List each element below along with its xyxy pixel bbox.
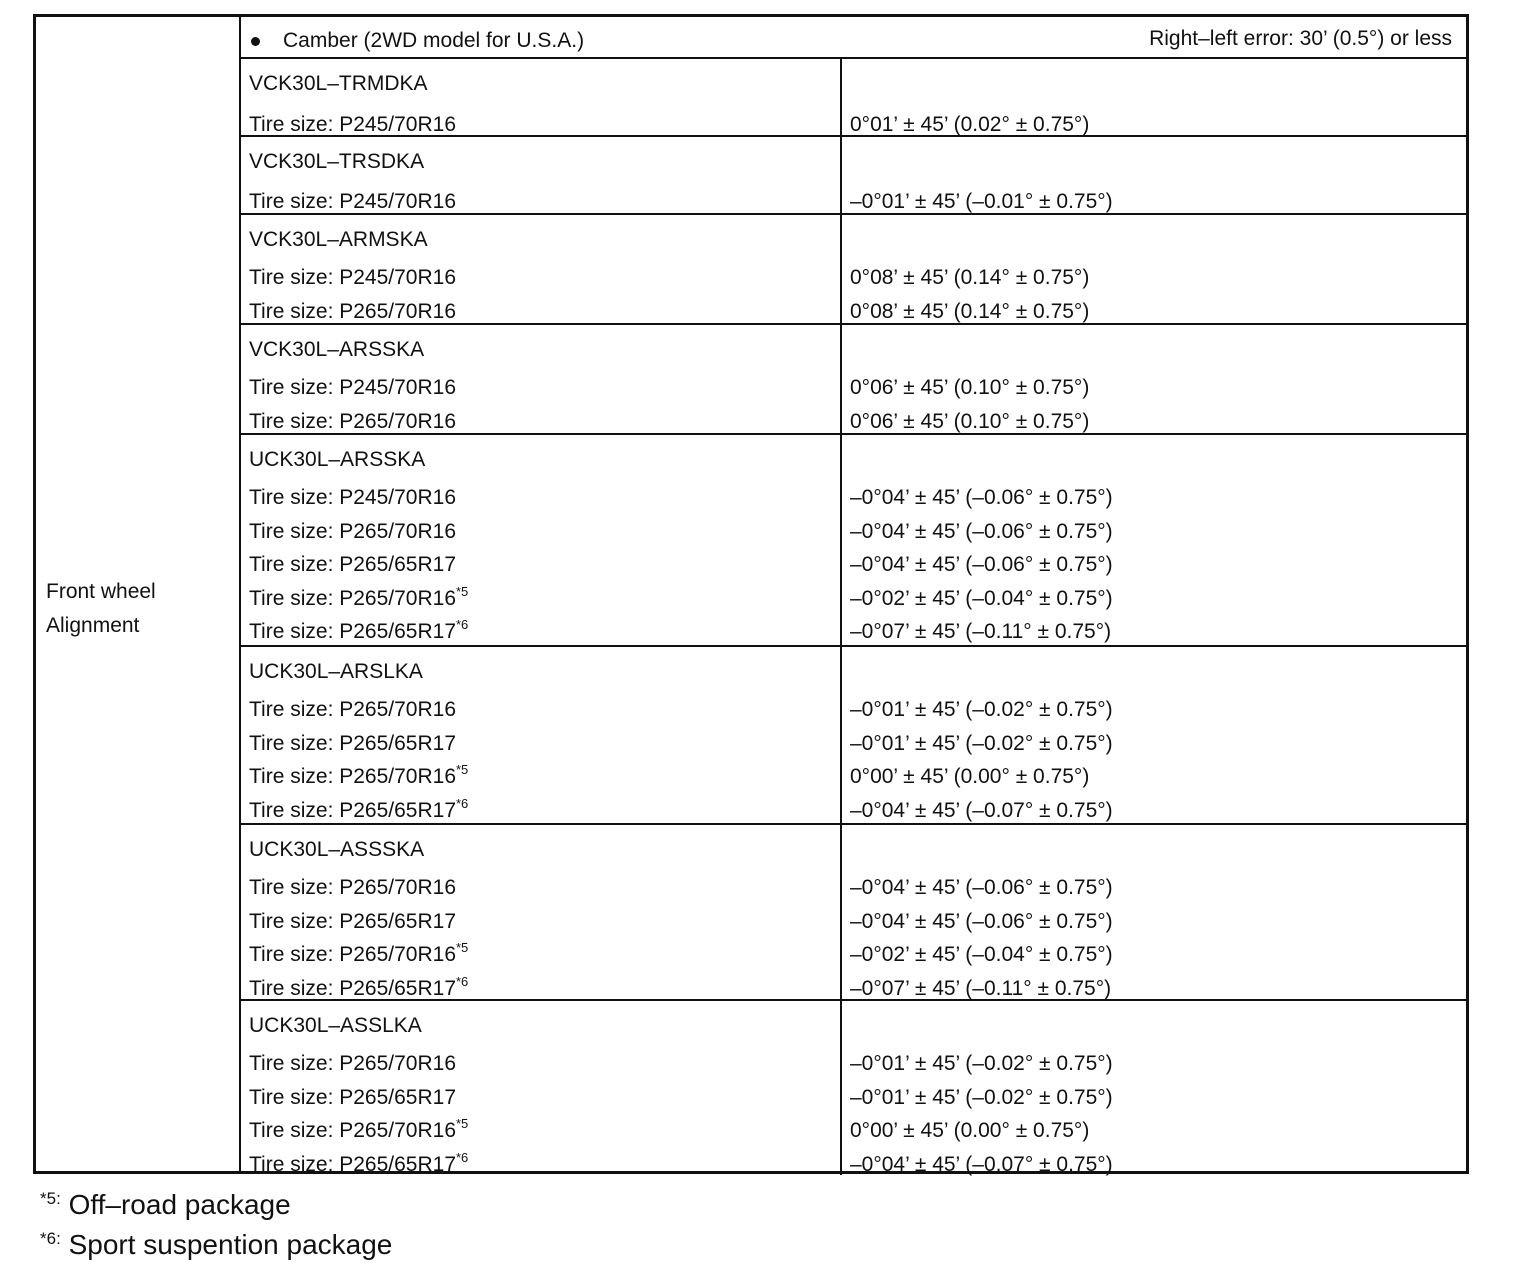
tire-row: [241, 548, 1466, 581]
tire-size-text: Tire size: P265/65R17: [249, 620, 456, 643]
footnote-reference: *5: [456, 1116, 469, 1131]
tire-size-text: Tire size: P265/65R17: [249, 731, 456, 755]
footnotes: [40, 1185, 392, 1265]
tire-size-label: [249, 615, 468, 648]
camber-spec-table: [33, 14, 1469, 1174]
tire-size-text: Tire size: P265/70R16: [249, 1119, 456, 1142]
model-code: UCK30L–ASSSKA: [249, 838, 425, 861]
camber-value: 0°08’ ± 45’ (0.14° ± 0.75°): [850, 299, 1090, 323]
tire-size-label: [249, 938, 468, 971]
tire-row: [241, 1148, 1466, 1181]
bullet-icon: [251, 37, 260, 46]
model-block: [241, 59, 1466, 137]
tire-row: [241, 905, 1466, 938]
model-code: VCK30L–TRSDKA: [249, 150, 425, 173]
footnote-reference: *6: [456, 973, 469, 989]
tire-row: [241, 295, 1466, 328]
tire-size-text: Tire size: P245/70R16: [249, 376, 456, 399]
camber-value: 0°08’ ± 45’ (0.14° ± 0.75°): [850, 266, 1090, 289]
tire-size-label: [249, 481, 456, 514]
tire-size-text: Tire size: P265/65R17: [249, 909, 456, 933]
tire-size-label: [249, 905, 456, 938]
tire-row: [241, 582, 1466, 615]
tire-row: [241, 727, 1466, 760]
tire-size-label: [249, 727, 456, 760]
model-block: [241, 1001, 1466, 1175]
tire-size-text: Tire size: P245/70R16: [249, 486, 456, 509]
model-block: [241, 137, 1466, 215]
tire-size-label: [249, 693, 456, 726]
tire-size-label: [249, 794, 468, 827]
model-code: VCK30L–ARSSKA: [249, 338, 425, 361]
category-label: [46, 575, 236, 643]
tire-size-text: Tire size: P265/70R16: [249, 586, 456, 610]
tire-row: [241, 515, 1466, 548]
tire-size-label: [249, 295, 456, 328]
tire-size-text: Tire size: P265/70R16: [249, 765, 456, 788]
camber-value: –0°04’ ± 45’ (–0.06° ± 0.75°): [850, 876, 1113, 899]
tire-size-label: [249, 582, 468, 615]
tire-size-text: Tire size: P245/70R16: [249, 190, 456, 213]
footnote-text: Off–road package: [68, 1189, 291, 1220]
model-block: [241, 435, 1466, 647]
camber-value: –0°04’ ± 45’ (–0.06° ± 0.75°): [850, 553, 1113, 576]
tire-size-label: [249, 548, 456, 581]
camber-value: –0°04’ ± 45’ (–0.07° ± 0.75°): [850, 798, 1113, 822]
model-blocks: [241, 59, 1466, 1175]
camber-value: 0°06’ ± 45’ (0.10° ± 0.75°): [850, 376, 1090, 399]
tire-row: [241, 1114, 1466, 1147]
model-code: VCK30L–TRMDKA: [249, 72, 428, 95]
tire-row: [241, 760, 1466, 793]
camber-value: 0°00’ ± 45’ (0.00° ± 0.75°): [850, 1119, 1090, 1142]
category-label-line2: Alignment: [46, 614, 140, 637]
footnote-reference: *6: [456, 795, 469, 811]
tire-size-text: Tire size: P265/70R16: [249, 299, 456, 323]
tire-size-label: [249, 871, 456, 904]
camber-value: –0°07’ ± 45’ (–0.11° ± 0.75°): [850, 976, 1112, 1000]
tire-row: [241, 938, 1466, 971]
footnote-mark: *5:: [40, 1189, 61, 1208]
tire-size-text: Tire size: P265/70R16: [249, 698, 456, 721]
camber-value: –0°04’ ± 45’ (–0.06° ± 0.75°): [850, 519, 1113, 543]
spec-column: [241, 17, 1466, 1176]
tire-row: [241, 185, 1466, 218]
tire-size-text: Tire size: P265/65R17: [249, 553, 456, 576]
tire-size-text: Tire size: P265/70R16: [249, 409, 456, 433]
model-code: UCK30L–ARSSKA: [249, 448, 426, 471]
tire-row: [241, 481, 1466, 514]
tire-size-text: Tire size: P245/70R16: [249, 266, 456, 289]
tire-size-text: Tire size: P265/65R17: [249, 798, 456, 822]
camber-value: –0°01’ ± 45’ (–0.01° ± 0.75°): [850, 190, 1113, 213]
tire-size-text: Tire size: P265/70R16: [249, 519, 456, 543]
camber-value: –0°01’ ± 45’ (–0.02° ± 0.75°): [850, 1085, 1113, 1109]
tire-row: [241, 405, 1466, 438]
tire-row: [241, 1047, 1466, 1080]
camber-value: –0°04’ ± 45’ (–0.07° ± 0.75°): [850, 1152, 1113, 1176]
camber-value: –0°01’ ± 45’ (–0.02° ± 0.75°): [850, 698, 1113, 721]
tire-row: [241, 615, 1466, 648]
camber-value: –0°01’ ± 45’ (–0.02° ± 0.75°): [850, 731, 1113, 755]
tire-size-text: Tire size: P265/70R16: [249, 876, 456, 899]
camber-value: 0°06’ ± 45’ (0.10° ± 0.75°): [850, 409, 1090, 433]
camber-value: –0°02’ ± 45’ (–0.04° ± 0.75°): [850, 586, 1113, 610]
tire-size-label: [249, 405, 456, 438]
camber-value: –0°07’ ± 45’ (–0.11° ± 0.75°): [850, 620, 1112, 643]
tire-size-label: [249, 760, 468, 793]
tire-row: [241, 794, 1466, 827]
tire-size-label: [249, 972, 468, 1005]
category-column: [36, 17, 241, 1171]
tire-size-label: [249, 261, 456, 294]
tire-size-text: Tire size: P265/70R16: [249, 943, 456, 966]
tire-size-text: Tire size: P265/65R17: [249, 1152, 456, 1176]
tire-size-label: [249, 515, 456, 548]
tire-row: [241, 693, 1466, 726]
model-code: UCK30L–ARSLKA: [249, 660, 423, 683]
header-note: Right–left error: 30’ (0.5°) or less: [1149, 27, 1452, 50]
tire-row: [241, 871, 1466, 904]
camber-value: 0°01’ ± 45’ (0.02° ± 0.75°): [850, 113, 1090, 136]
tire-size-text: Tire size: P265/65R17: [249, 976, 456, 1000]
model-block: [241, 825, 1466, 1001]
footnote-reference: *5: [456, 940, 469, 955]
tire-size-label: [249, 371, 456, 404]
tire-size-label: [249, 1148, 468, 1181]
model-block: [241, 325, 1466, 435]
footnote-text: Sport suspention package: [68, 1229, 393, 1260]
footnote: [40, 1225, 392, 1265]
tire-row: [241, 972, 1466, 1005]
tire-size-text: Tire size: P245/70R16: [249, 113, 456, 136]
tire-size-text: Tire size: P265/70R16: [249, 1052, 456, 1075]
model-code: UCK30L–ASSLKA: [249, 1014, 422, 1037]
tire-row: [241, 261, 1466, 294]
model-block: [241, 215, 1466, 325]
footnote-reference: *5: [456, 762, 469, 777]
footnote-mark: *6:: [40, 1229, 61, 1248]
model-code: VCK30L–ARMSKA: [249, 228, 428, 251]
category-label-line1: Front wheel: [46, 580, 156, 603]
model-block: [241, 647, 1466, 825]
camber-value: 0°00’ ± 45’ (0.00° ± 0.75°): [850, 765, 1090, 788]
tire-size-label: [249, 185, 456, 218]
footnote-reference: *6: [456, 617, 469, 632]
footnote-reference: *6: [456, 1149, 469, 1165]
header-title: Camber (2WD model for U.S.A.): [283, 29, 585, 52]
camber-value: –0°01’ ± 45’ (–0.02° ± 0.75°): [850, 1052, 1113, 1075]
footnote: [40, 1185, 392, 1225]
footnote-reference: *5: [456, 583, 469, 599]
tire-size-label: [249, 1114, 468, 1147]
tire-row: [241, 371, 1466, 404]
camber-value: –0°02’ ± 45’ (–0.04° ± 0.75°): [850, 943, 1113, 966]
table-header-row: [241, 17, 1466, 59]
camber-value: –0°04’ ± 45’ (–0.06° ± 0.75°): [850, 909, 1113, 933]
tire-size-text: Tire size: P265/65R17: [249, 1085, 456, 1109]
camber-value: –0°04’ ± 45’ (–0.06° ± 0.75°): [850, 486, 1113, 509]
tire-row: [241, 1081, 1466, 1114]
tire-size-label: [249, 1047, 456, 1080]
tire-size-label: [249, 1081, 456, 1114]
